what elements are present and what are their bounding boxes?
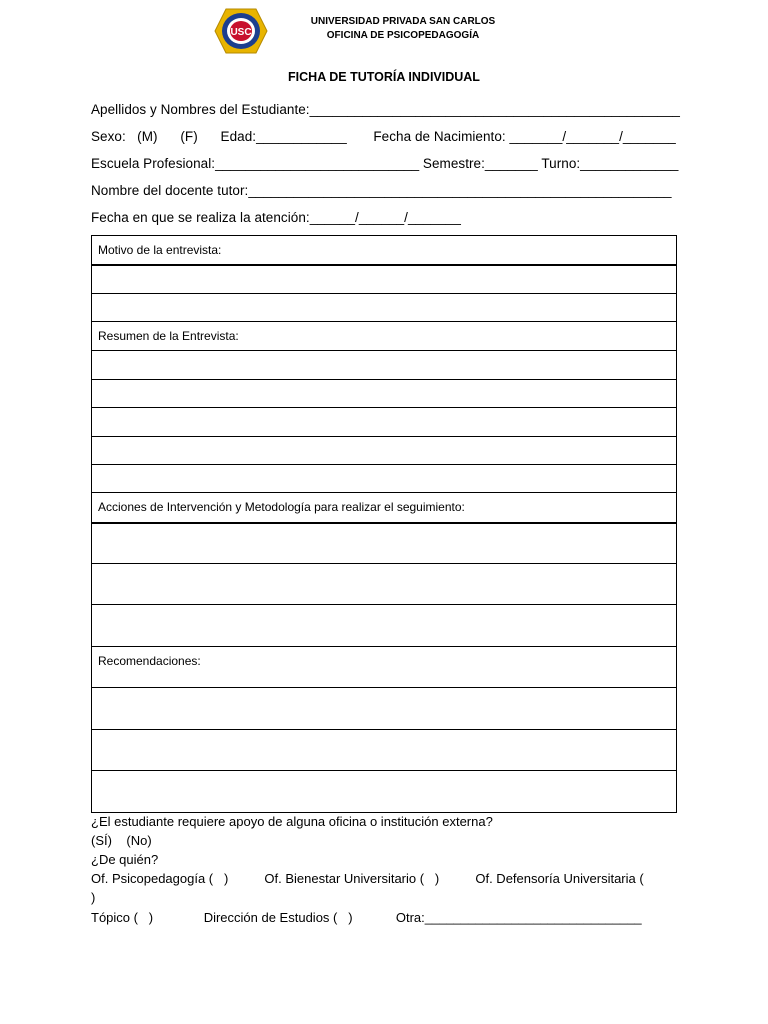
office-options-line3[interactable]: Tópico ( ) Dirección de Estudios ( ) Otra:______________________________ <box>91 910 642 925</box>
attention-date-field[interactable]: Fecha en que se realiza la atención:______/______/_______ <box>91 210 461 225</box>
office-options-line2[interactable]: ) <box>91 890 96 905</box>
school-semester-shift-field[interactable]: Escuela Profesional:___________________________ Semestre:_______ Turno:_____________ <box>91 156 679 171</box>
resumen-row[interactable] <box>92 437 677 465</box>
motivo-label: Motivo de la entrevista: <box>92 236 677 265</box>
acciones-row[interactable] <box>92 564 677 605</box>
acciones-row[interactable] <box>92 523 677 564</box>
motivo-row[interactable] <box>92 294 677 322</box>
logo-text: USC <box>230 27 252 38</box>
recomendaciones-row[interactable] <box>92 771 677 813</box>
acciones-label: Acciones de Intervención y Metodología para realizar el seguimiento: <box>92 493 677 523</box>
resumen-row[interactable] <box>92 465 677 493</box>
tutor-name-field[interactable]: Nombre del docente tutor:________________________________________________________ <box>91 183 672 198</box>
office-options-line1[interactable]: Of. Psicopedagogía ( ) Of. Bienestar Universitario ( ) Of. Defensoría Universitaria ( <box>91 871 644 886</box>
yes-no-options[interactable]: (SÍ) (No) <box>91 833 152 848</box>
recomendaciones-row[interactable] <box>92 730 677 771</box>
recomendaciones-row[interactable] <box>92 688 677 730</box>
from-whom-question: ¿De quién? <box>91 852 159 867</box>
motivo-row[interactable] <box>92 265 677 294</box>
recomendaciones-label: Recomendaciones: <box>92 647 677 688</box>
university-name: UNIVERSIDAD PRIVADA SAN CARLOS <box>310 16 496 27</box>
resumen-row[interactable] <box>92 408 677 437</box>
acciones-row[interactable] <box>92 605 677 647</box>
resumen-row[interactable] <box>92 380 677 408</box>
resumen-label: Resumen de la Entrevista: <box>92 322 677 351</box>
interview-table <box>91 235 677 813</box>
external-support-question: ¿El estudiante requiere apoyo de alguna oficina o institución externa? <box>91 814 493 829</box>
resumen-row[interactable] <box>92 351 677 380</box>
student-name-field[interactable]: Apellidos y Nombres del Estudiante:_________________________________________________ <box>91 102 680 117</box>
office-name: OFICINA DE PSICOPEDAGOGÍA <box>326 30 480 41</box>
form-title: FICHA DE TUTORÍA INDIVIDUAL <box>288 70 480 84</box>
sex-age-birth-field[interactable]: Sexo: (M) (F) Edad:____________ Fecha de Nacimiento: _______/_______/_______ <box>91 129 676 144</box>
